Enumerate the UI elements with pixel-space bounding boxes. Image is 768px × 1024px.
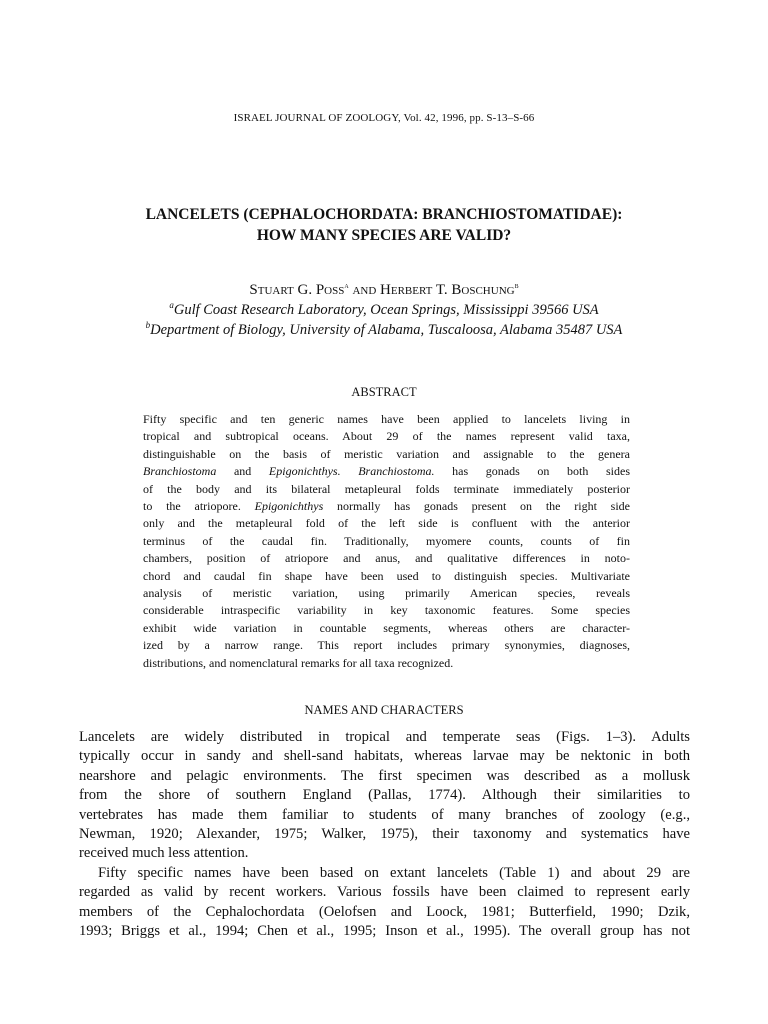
affiliation-b-mark: b (145, 320, 151, 331)
abstract-line-genera (143, 463, 630, 480)
abstract-line: only and the metapleural fold of the left side is confluent with the anterior (143, 516, 630, 531)
affiliation-b (0, 320, 768, 340)
author-1: Stuart G. Poss (249, 282, 345, 298)
body-line: Fifty specific names have been based on extant lancelets (Table 1) and about 29 are (98, 864, 690, 881)
body-line: received much less attention. (79, 845, 249, 862)
abstract-line: distinguishable on the basis of meristic variation and assignable to the genera (143, 446, 630, 461)
abstract-line: terminus of the caudal fin. Traditionally, myomere counts, counts of fin (143, 533, 630, 548)
abstract-body (143, 411, 630, 672)
body-line: 1993; Briggs et al., 1994; Chen et al., 1995; Inson et al., 1995). The overall group has not (79, 923, 690, 940)
body-line: typically occur in sandy and shell-sand habitats, whereas larvae may be nektonic in both (79, 748, 690, 765)
abstract-text: and (233, 464, 252, 479)
abstract-line: analysis of meristic variation, using primarily American species, reveals (143, 586, 630, 601)
abstract-line: considerable intraspecific variability in key taxonomic features. Some species (143, 603, 630, 618)
genus-name: Epigonichthys. (268, 464, 341, 479)
body-line: Lancelets are widely distributed in tropical and temperate seas (Figs. 1–3). Adults (79, 729, 690, 745)
affiliation-a-mark: a (169, 300, 174, 311)
abstract-line: chambers, position of atriopore and anus, and qualitative differences in noto- (143, 551, 630, 566)
body-line: from the shore of southern England (Pallas, 1774). Although their similarities to (79, 787, 690, 804)
body-line: regarded as valid by recent workers. Various fossils have been claimed to represent early (79, 884, 690, 901)
abstract-text: to the atriopore. (143, 499, 241, 514)
author-names (0, 280, 768, 300)
abstract-line: exhibit wide variation in countable segments, whereas others are character- (143, 620, 630, 635)
affiliation-a (0, 300, 768, 320)
author-block (0, 280, 768, 340)
abstract-line: distributions, and nomenclatural remarks for all taxa recognized. (143, 655, 454, 670)
abstract-line: tropical and subtropical oceans. About 29 of the names represent valid taxa, (143, 429, 630, 444)
section-body (79, 728, 690, 941)
journal-citation: ISRAEL JOURNAL OF ZOOLOGY, Vol. 42, 1996, pp. S-13–S-66 (233, 112, 535, 124)
author-2: Herbert T. Boschung (380, 282, 515, 298)
abstract-line: ized by a narrow range. This report includes primary synonymies, diagnoses, (143, 638, 630, 653)
genus-name: Branchiostoma (143, 464, 217, 479)
abstract-text: normally has gonads present on the right side (337, 499, 631, 514)
body-line: Newman, 1920; Alexander, 1975; Walker, 1975), their taxonomy and systematics have (79, 826, 690, 843)
genus-name: Epigonichthys (254, 499, 324, 514)
body-line: vertebrates has made them familiar to students of many branches of zoology (e.g., (79, 806, 690, 823)
section-heading: NAMES AND CHARACTERS (304, 703, 464, 717)
abstract-heading: ABSTRACT (351, 385, 417, 399)
body-line: members of the Cephalochordata (Oelofsen and Loock, 1981; Butterfield, 1990; Dzik, (79, 903, 690, 920)
abstract-text: has gonads on both sides (452, 464, 630, 479)
affiliation-b-text: Department of Biology, University of Alabama, Tuscaloosa, Alabama 35487 USA (150, 322, 623, 338)
author-conjunction: and (348, 282, 381, 298)
title-line-2: HOW MANY SPECIES ARE VALID? (256, 227, 512, 244)
abstract-line: Fifty specific and ten generic names have been applied to lancelets living in (143, 412, 630, 426)
abstract-line: of the body and its bilateral metapleural folds terminate immediately posterior (143, 481, 630, 496)
abstract-line-epigonichthys (143, 498, 630, 515)
abstract-line: chord and caudal fin shape have been used to distinguish species. Multivariate (143, 568, 630, 583)
body-line: nearshore and pelagic environments. The first specimen was described as a mollusk (79, 767, 690, 784)
genus-name: Branchiostoma. (358, 464, 435, 479)
article-title (0, 204, 768, 246)
affiliation-a-text: Gulf Coast Research Laboratory, Ocean Springs, Mississippi 39566 USA (173, 302, 599, 318)
title-line-1: LANCELETS (CEPHALOCHORDATA: BRANCHIOSTOMATIDAE): (145, 206, 623, 223)
author-2-mark: b (514, 280, 519, 290)
author-1-mark: a (344, 280, 349, 290)
